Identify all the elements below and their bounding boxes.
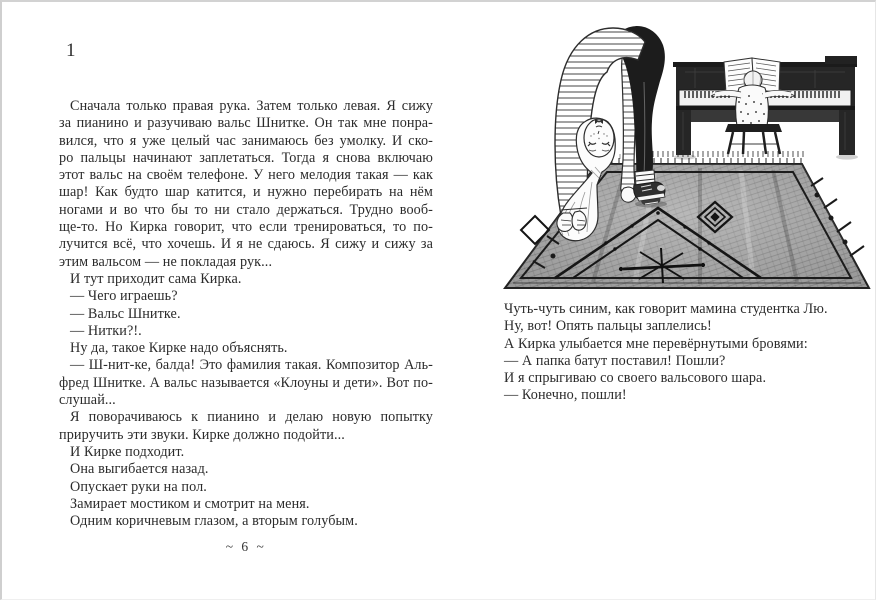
body-line: Ну да, такое Кирке надо объяснять. — [70, 340, 288, 357]
body-line: Одним коричневым глазом, а вторым голубым. — [70, 513, 358, 530]
girl-face — [584, 119, 614, 157]
body-line: этим вальсом — не покладая рук... — [59, 253, 273, 270]
body-line: — Конечно, пошли! — [504, 387, 627, 404]
body-line: И Кирке подходит. — [70, 443, 185, 460]
right-text-block — [504, 301, 876, 405]
page-number: ~ 6 ~ — [225, 539, 267, 554]
rug — [495, 150, 875, 292]
body-line: ро пальцы начинают заплетаться. Тогда я снова включаю — [59, 149, 433, 166]
piano — [673, 56, 858, 160]
body-line: фред Шнитке. А вальс называется «Клоуны и дети». Вот по- — [59, 374, 433, 391]
body-line: лучится всё, что хочешь. И я не сдаюсь. Я сижу и сижу за — [59, 236, 433, 253]
body-line: за пианино и разучиваю вальс Шнитке. Он так мне понра- — [59, 115, 433, 132]
body-line: приручить эти звуки. Кирке должно подойти... — [59, 426, 345, 443]
body-line: слушай... — [59, 392, 116, 409]
body-line: — А папка батут поставил! Пошли? — [504, 352, 726, 369]
body-line: ще-то. Но Кирка говорит, что если тренироваться, то по- — [59, 219, 433, 236]
body-line: Чуть-чуть синим, как говорит мамина студентка Лю. — [504, 301, 828, 317]
illustration-svg — [495, 20, 875, 292]
body-line: — Ш-нит-ке, балда! Это фамилия такая. Композитор Аль- — [70, 357, 433, 374]
body-line: И тут приходит сама Кирка. — [70, 270, 242, 287]
body-line: Опускает руки на пол. — [70, 478, 207, 495]
body-line: Я поворачиваюсь к пианино и делаю новую попытку — [70, 409, 433, 426]
body-line: шар! Как будто шар катится, и нужно перебирать на нём — [59, 184, 433, 201]
body-line: ногами и во что бы то ни стало держаться. Трудно вооб- — [59, 201, 433, 218]
body-line: А Кирка улыбается мне перевёрнутыми бровями: — [504, 335, 808, 352]
chapter-number: 1 — [66, 40, 76, 61]
body-line: — Чего играешь? — [70, 288, 178, 305]
body-line: — Нитки?!. — [70, 322, 142, 339]
body-line: вился, что я уже целый час занимаюсь без умолку. И ско- — [59, 132, 433, 149]
piano-stool — [725, 124, 782, 154]
left-text-block — [59, 98, 433, 530]
body-line: Замирает мостиком и смотрит на меня. — [70, 495, 310, 512]
body-line: этот вальс на своём телефоне. У него мелодия такая — как — [59, 167, 433, 184]
body-line: Ну, вот! Опять пальцы заплелись! — [504, 318, 712, 335]
body-line: Сначала только правая рука. Затем только левая. Я сижу — [70, 98, 433, 114]
body-line: — Вальс Шнитке. — [70, 305, 181, 322]
body-line: Она выгибается назад. — [70, 461, 209, 478]
body-line: И я спрыгиваю со своего вальсового шара. — [504, 370, 767, 387]
